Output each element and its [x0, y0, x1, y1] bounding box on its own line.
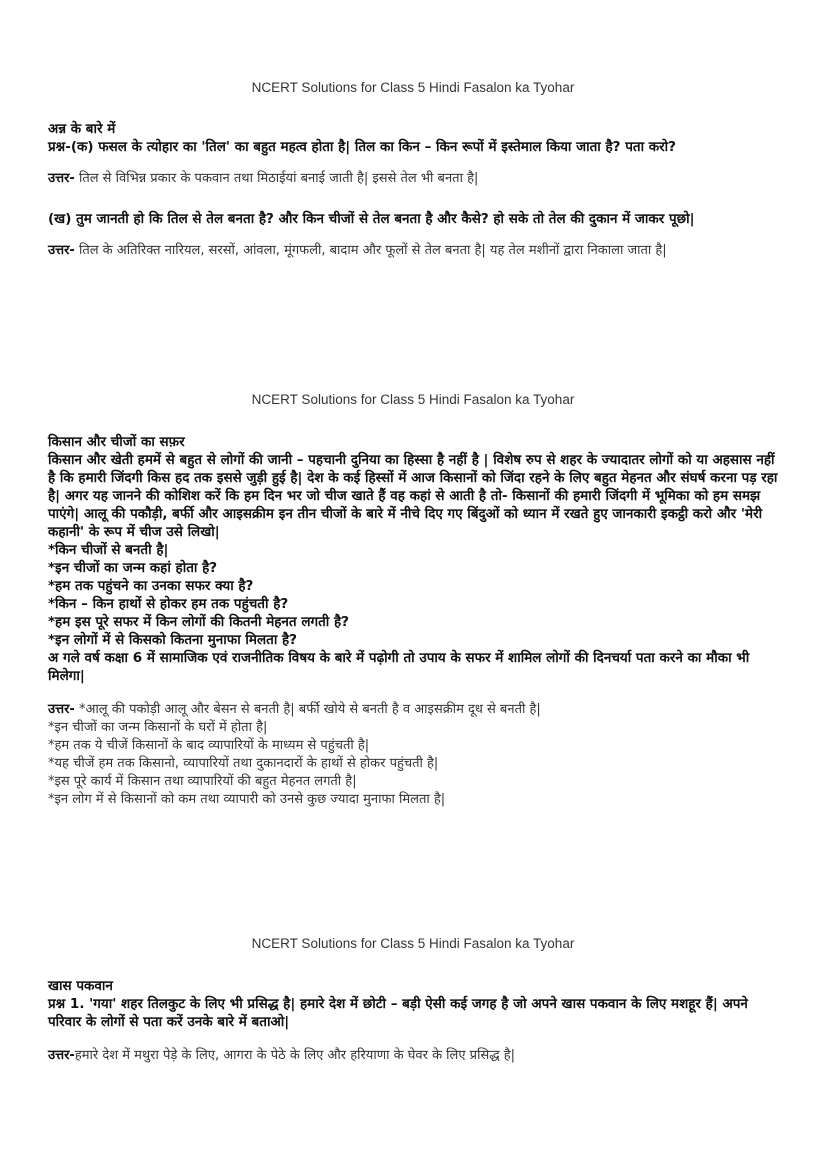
- page-header: NCERT Solutions for Class 5 Hindi Fasalon ka Tyohar: [251, 80, 575, 95]
- answer-label: उत्तर-: [48, 243, 75, 258]
- answer-ka: [48, 170, 783, 188]
- question-1: प्रश्न 1. 'गया' शहर तिलकुट के लिए भी प्रसिद्ध है| हमारे देश में छोटी – बड़ी ऐसी कई जगह है जो अपने खास पकवान के लिए मशहूर हैं| अपने परिवार के लोगों से पता करें उनके बारे में बताओ|: [48, 996, 748, 1030]
- section-special-dish: [48, 977, 783, 1065]
- answer-text: हमारे देश में मथुरा पेड़े के लिए, आगरा के पेठे के लिए और हरियाणा के घेवर के लिए प्रसिद्ध है|: [74, 1048, 516, 1063]
- list-item: *इन चीजों का जन्म कहां होता है?: [48, 560, 218, 576]
- answer-kha: [48, 242, 783, 260]
- answer-point: *यह चीजें हम तक किसानो, व्यापारियों तथा दुकानदारों के हाथों से होकर पहुंचती है|: [48, 756, 439, 771]
- list-item: *हम इस पूरे सफर में किन लोगों की कितनी मेहनत लगती है?: [48, 614, 349, 630]
- answer-label: उत्तर-: [48, 1048, 75, 1063]
- answer-point: *इन लोग में से किसानों को कम तथा व्यापारी को उनसे कुछ ज्यादा मुनाफा मिलता है|: [48, 792, 446, 807]
- section-title: खास पकवान: [48, 978, 113, 994]
- list-item: *हम तक पहुंचने का उनका सफर क्या है?: [48, 578, 254, 594]
- section-farmer: [48, 433, 783, 809]
- list-item: *किन – किन हाथों से होकर हम तक पहुंचती है?: [48, 596, 289, 612]
- list-item: *किन चीजों से बनती है|: [48, 542, 169, 558]
- answer-point: *हम तक ये चीजें किसानों के बाद व्यापारियों के माध्यम से पहुंचती है|: [48, 738, 370, 753]
- question-kha: (ख) तुम जानती हो कि तिल से तेल बनता है? और किन चीजों से तेल बनता है और कैसे? हो सके तो तेल की दुकान में जाकर पूछो|: [48, 211, 695, 227]
- section-title: अन्न के बारे में: [48, 121, 116, 137]
- section-grain: [48, 120, 783, 260]
- question-ka: प्रश्न-(क) फसल के त्योहार का 'तिल' का बहुत महत्व होता है| तिल का किन – किन रूपों में इस्तेमाल किया जाता है? पता करो?: [48, 139, 676, 155]
- answer-text: तिल के अतिरिक्त नारियल, सरसों, आंवला, मूंगफली, बादाम और फूलों से तेल बनता है| यह तेल मशीनों द्वारा निकाला जाता है|: [74, 243, 667, 258]
- section-title: किसान और चीजों का सफ़र: [48, 434, 185, 450]
- answer-text: *आलू की पकोड़ी आलू और बेसन से बनती है| बर्फी खोये से बनती है व आइसक्रीम दूध से बनती है|: [74, 702, 541, 717]
- answer-label: उत्तर-: [48, 702, 75, 717]
- page-header: NCERT Solutions for Class 5 Hindi Fasalon ka Tyohar: [251, 392, 575, 407]
- answer-point: *इन चीजों का जन्म किसानों के घरों में होता है|: [48, 720, 268, 735]
- answer-text: तिल से विभिन्न प्रकार के पकवान तथा मिठाईयां बनाई जाती है| इससे तेल भी बनता है|: [74, 171, 479, 186]
- answer-1: [48, 1047, 783, 1065]
- answer-label: उत्तर-: [48, 171, 75, 186]
- list-item: *इन लोगों में से किसको कितना मुनाफा मिलता है?: [48, 632, 298, 648]
- page-header: NCERT Solutions for Class 5 Hindi Fasalon ka Tyohar: [251, 936, 575, 951]
- intro-paragraph: किसान और खेती हममें से बहुत से लोगों की जानी – पहचानी दुनिया का हिस्सा है नहीं है | विशेष रुप से शहर के ज्यादातर लोगों को या अहसास नहीं है कि हमारी जिंदगी किस हद तक इससे जुड़ी हुई है| देश के कई हिस्सों में आज किसानों को जिंदा रहने के लिए बहुत मेहनत और संघर्ष करना पड़ रहा है| अगर यह जानने की कोशिश करें कि हम दिन भर जो चीज खाते हैं वह कहां से आती है तो- किसानों की हमारी जिंदगी में भूमिका को हम समझ पाएंगे| आलू की पकौड़ी, बर्फी और आइसक्रीम इन तीन चीजों के बारे में नीचे दिए गए बिंदुओं को ध्यान में रखते हुए जानकारी इकट्ठी करो और 'मेरी कहानी' के रूप में चीज उसे लिखो|: [48, 452, 778, 540]
- answer-first: [48, 701, 783, 719]
- note-paragraph: अ गले वर्ष कक्षा 6 में सामाजिक एवं राजनीतिक विषय के बारे में पढ़ोगी तो उपाय के सफर में शामिल लोगों की दिनचर्या पता करने का मौका भी मिलेगा|: [48, 650, 750, 684]
- answer-point: *इस पूरे कार्य में किसान तथा व्यापारियों की बहुत मेहनत लगती है|: [48, 774, 357, 789]
